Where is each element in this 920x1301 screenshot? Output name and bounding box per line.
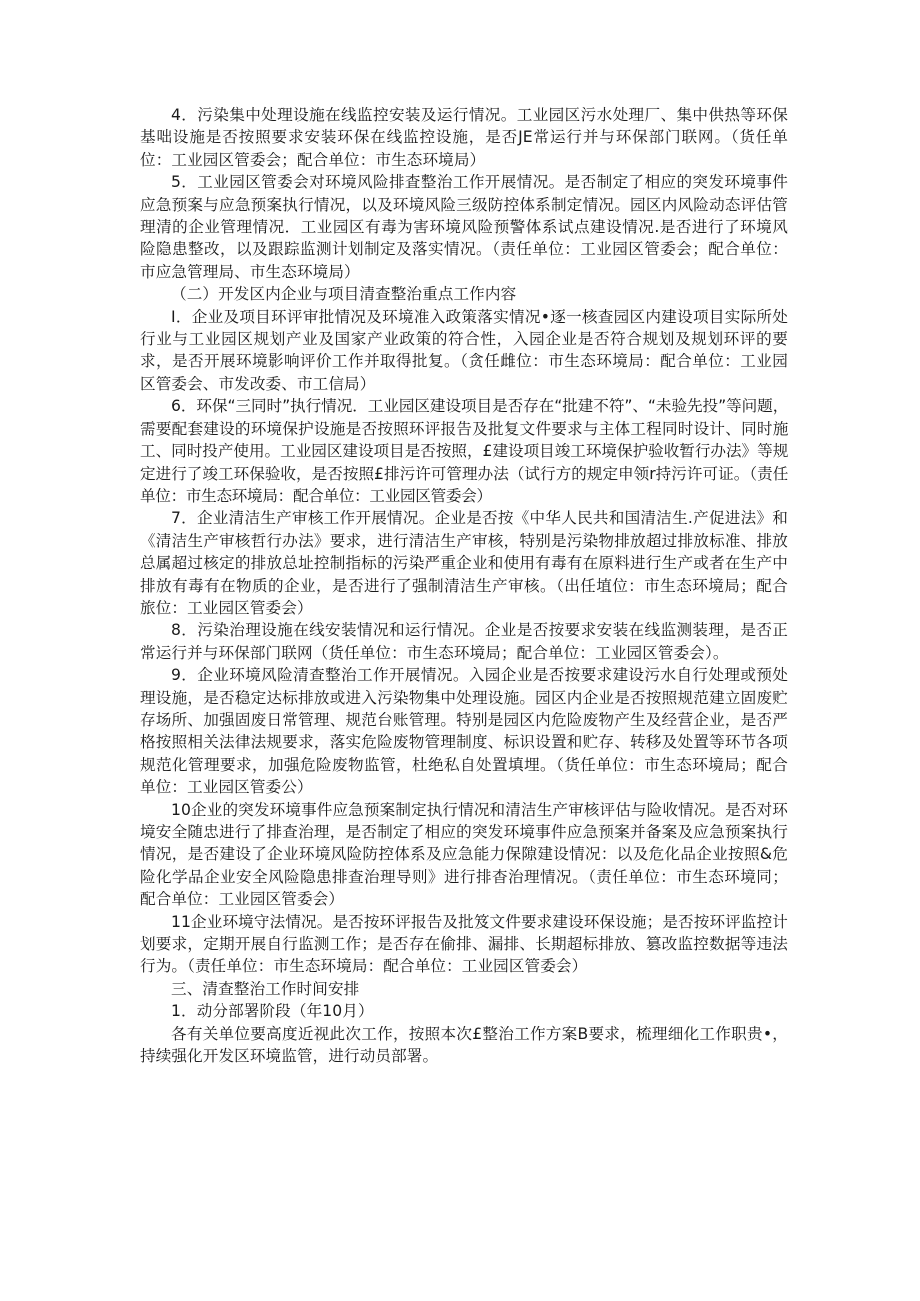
paragraph-item-9: 9．企业环境风险清查整治工作开展情况。入园企业是否按要求建设污水自行处理或预处理设施，是否稳定达标排放或进入污染物集中处理设施。园区内企业是否按照规范建立固废贮存场所、加强固废日常管理、规范台账管理。特别是园区内危险废物产生及经营企业，是否严格按照相关法律法规要求，落实危险废物管理制度、标识设置和贮存、转移及处置等环节各项规范化管理要求，加强危险废物监管，杜绝私自处置填埋。（货任单位：市生态环境局；配合单位：工业园区管委公） [140,666,788,797]
paragraph-item-4: 4．污染集中处理设施在线监控安装及运行情况。工业园区污水处理厂、集中供热等环保基咄设施是否按照要求安装环保在线监控设施，是否JE常运行并与环保部门联网。（货任单位：工业园区管委会；配合单位：市生态环境局） [140,106,788,169]
document-page [140,104,788,1067]
paragraph-item-7: 7．企业清洁生产审核工作开展情况。企业是否按《中华人民共和国清洁生.产促进法》和《清洁生产审核哲行办法》要求，进行清洁生产审核，特别是污染物排放超过排放标准、排放总属超过核定的排放总址控制指标的污染严重企业和使用有毒有在原料进行生产或者在生产中排放有毒有在物质的企业，是否进行了强制清洁生产审核。（出任埴位：市生态环境局；配合旅位：工业园区管委会） [140,509,788,617]
paragraph-item-8: 8．污染治理设施在线安装情况和运行情况。企业是否按要求安装在线监测装理，是否正常运行并与环保部门联网（货任单位：市生态环境局；配合单位：工业园区管委会）。 [140,621,788,662]
subheading-mobilization-stage: 1．动分部署阶段（年10月） [171,1002,374,1021]
paragraph-item-11: 11企业环境守法情况。是否按环评报告及批笈文件要求建设环保设施；是否按环评监控计划要求，定期开展自行监测工作；是否存在偷排、漏排、长期超标排放、篡改监控数据等违法行为。（责任单位：市生态环境局：配合单位：工业园区管委会） [140,912,788,976]
paragraph-mobilization-body: 各有关单位要高度近视此次工作，按照本次£整治工作方案B要求，梳理细化工作职贵•，持续强化开发区环境监管，进行动员部署。 [140,1024,788,1066]
section-heading-schedule: 三、清查整治工作时间安排 [171,979,360,998]
paragraph-item-1: I．企业及项目环评审批情况及环境准入政策落实情况•逐一核查园区内建设项目实际所处行业与工业园区规划产业及国家产业政策的符合性，入园企业是否符合规划及规划环评的要求，是否开展环境影响评价工作并取得批复。（贪任雌位：市生态环境局：配合单位：工业园区管委会、市发改委、市工信局） [140,307,788,393]
section-heading-enterprise-projects: （二）开发区内企业与项目清查整治重点工作内容 [171,285,517,304]
paragraph-item-10: 10企业的突发环境事件应急预案制定执行情况和清洁生产审核评估与险收情况。是否对环境安全随忠进行了排查治理，是否制定了相应的突发环境事件应急预案并备案及应急预案执行情况，是否建设了企业环境风险防控体系及应急能力保隙建设情况：以及危化品企业按照&危险化学品企业安全风险隐患排查治理导则》进行排杳治理情况。（责任单位：市生态环境同；配合单位：工业园区管委会） [140,800,788,909]
paragraph-item-6: 6．环保“三同时”执行情况．工业园区建设项目是否存在“批建不符”、“未验先投”等问题，需要配套建设的环境保护设施是否按照环评报告及批复文件要求与主体工程同时设计、同时施工、同时投产使用。工业园区建设项目是否按照，£建设项目竣工环境保护验收暂行办法》等规定进行了竣工环保验收，是否按照£排污许可管理办法（试行方的规定申领r持污许可证。（责任单位：市生态环境局：配合单位：工业园区管委会） [140,397,788,505]
paragraph-item-5: 5．工业园区管委会对环境风险排査整治工作开展情况。是否制定了相应的突发环境事件应急预案与应急预案执行情况，以及环境风险三级防控体系制定情况。园区内风险动态评估管理清的企业管理情况．工业园区有毒为害环境风险预警体系试点建设情况.是否进行了环境风险隐患整改，以及跟踪监测计划制定及落实情况。（责任单位：工业园区管委会；配合单位：市应急管理局、市生态环境局） [140,173,788,281]
